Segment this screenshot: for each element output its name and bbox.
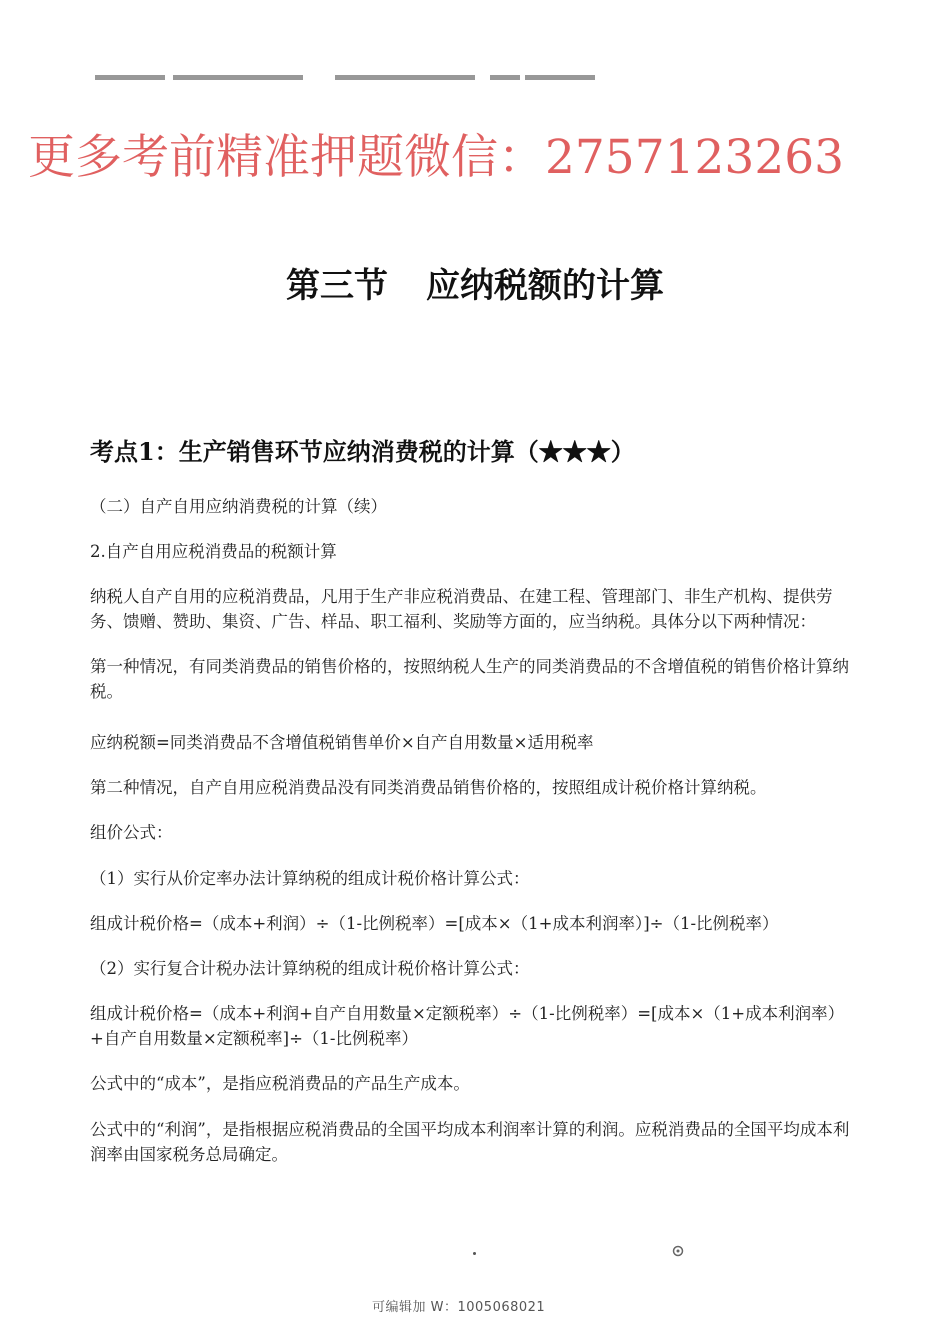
paragraph-case-one: 第一种情况，有同类消费品的销售价格的，按照纳税人生产的同类消费品的不含增值税的销售价格计算纳税。 bbox=[90, 657, 849, 701]
paragraph-formula-one: 应纳税额=同类消费品不含增值税销售单价×自产自用数量×适用税率 bbox=[90, 733, 594, 752]
paragraph-formula-two: 组成计税价格=（成本+利润）÷（1-比例税率）=[成本×（1+成本利润率）]÷（1-比例税率） bbox=[90, 914, 779, 933]
paragraph-case-two: 第二种情况，自产自用应税消费品没有同类消费品销售价格的，按照组成计税价格计算纳税。 bbox=[90, 778, 767, 797]
footer-dot bbox=[473, 1252, 476, 1255]
paragraph-formula-label: 组价公式： bbox=[90, 823, 173, 842]
paragraph-intro: 纳税人自产自用的应税消费品，凡用于生产非应税消费品、在建工程、管理部门、非生产机构、提供劳务、馈赠、赞助、集资、广告、样品、职工福利、奖励等方面的，应当纳税。具体分以下两种情况： bbox=[90, 587, 833, 631]
watermark: 更多考前精准押题微信：2757123263 bbox=[28, 130, 845, 185]
paragraph-item-heading: 2.自产自用应税消费品的税额计算 bbox=[90, 542, 337, 561]
paragraph-formula-three: 组成计税价格=（成本+利润+自产自用数量×定额税率）÷（1-比例税率）=[成本×（1+成本利润率）+自产自用数量×定额税率]÷（1-比例税率） bbox=[90, 1004, 845, 1048]
paragraph-method-one: （1）实行从价定率办法计算纳税的组成计税价格计算公式： bbox=[90, 869, 530, 888]
section-title-text: 应纳税额的计算 bbox=[426, 266, 664, 306]
paragraph-subsection: （二）自产自用应纳消费税的计算（续） bbox=[90, 497, 387, 516]
footer-text: 可编辑加 W：1005068021 bbox=[372, 1300, 546, 1315]
section-number: 第三节 bbox=[286, 266, 388, 306]
top-header-garbled-text bbox=[95, 70, 605, 84]
paragraph-profit-note: 公式中的“利润”，是指根据应税消费品的全国平均成本利润率计算的利润。应税消费品的全国平均成本利润率由国家税务总局确定。 bbox=[90, 1120, 850, 1164]
point-heading: 考点1：生产销售环节应纳消费税的计算（★★★） bbox=[90, 437, 635, 466]
footer-mark-icon bbox=[672, 1245, 684, 1257]
paragraph-method-two: （2）实行复合计税办法计算纳税的组成计税价格计算公式： bbox=[90, 959, 530, 978]
section-title bbox=[0, 262, 950, 310]
paragraph-cost-note: 公式中的“成本”，是指应税消费品的产品生产成本。 bbox=[90, 1074, 470, 1093]
